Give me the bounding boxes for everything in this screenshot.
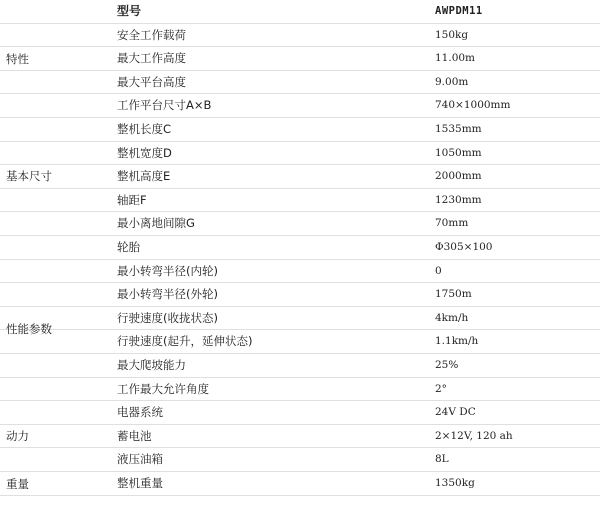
table-row <box>0 142 600 166</box>
table-row <box>0 448 600 472</box>
param-name: 整机重量 <box>117 476 163 490</box>
param-name: 最小转弯半径(内轮) <box>117 263 218 278</box>
param-value: 2×12V, 120 ah <box>435 429 513 442</box>
table-row <box>0 24 600 48</box>
param-name: 整机宽度D <box>117 145 172 160</box>
group-label-basic-dimensions: 基本尺寸 <box>6 169 52 183</box>
param-value: 150kg <box>435 28 469 41</box>
model-label: 型号 <box>117 4 142 18</box>
param-name: 最大工作高度 <box>117 51 186 66</box>
param-name: 整机长度C <box>117 122 172 136</box>
param-value: 2000mm <box>435 170 482 183</box>
param-name: 行驶速度(收拢状态) <box>117 310 218 325</box>
table-row <box>0 118 600 142</box>
table-row <box>0 354 600 378</box>
param-value: 0 <box>435 264 442 277</box>
param-value: 25% <box>435 359 459 371</box>
param-value: 4km/h <box>435 311 469 324</box>
param-value: 70mm <box>435 217 469 230</box>
param-value: 1230mm <box>435 193 482 206</box>
table-row <box>0 71 600 95</box>
param-value: 8L <box>435 453 449 466</box>
model-value: AWPDM11 <box>435 5 483 17</box>
group-label-power: 动力 <box>6 429 29 443</box>
param-name: 工作平台尺寸A×B <box>117 98 212 113</box>
param-value: 1750m <box>435 288 472 301</box>
table-header-row <box>0 0 600 24</box>
table-row <box>0 472 600 496</box>
group-label-characteristics: 特性 <box>6 52 29 66</box>
param-value: 2° <box>435 382 447 395</box>
param-name: 最大平台高度 <box>117 74 186 89</box>
param-value: 1350kg <box>435 477 475 489</box>
table-row <box>0 189 600 213</box>
table-row <box>0 425 600 449</box>
table-row <box>0 212 600 236</box>
param-value: 1050mm <box>435 146 482 159</box>
param-name: 最小转弯半径(外轮) <box>117 287 218 302</box>
group-label-performance: 性能参数 <box>6 322 52 336</box>
param-name: 电器系统 <box>117 405 163 420</box>
param-name: 蓄电池 <box>117 428 152 443</box>
param-value: 1535mm <box>435 123 482 135</box>
param-name: 轮胎 <box>117 240 140 254</box>
param-value: Φ305×100 <box>435 241 493 253</box>
param-name: 轴距F <box>117 192 147 207</box>
param-value: 24V DC <box>435 406 476 419</box>
table-row <box>0 401 600 425</box>
param-value: 740×1000mm <box>435 99 511 112</box>
table-row <box>0 94 600 118</box>
param-name: 整机高度E <box>117 169 171 184</box>
param-value: 9.00m <box>435 75 469 88</box>
param-name: 安全工作载荷 <box>117 27 186 42</box>
table-row <box>0 165 600 189</box>
table-row <box>0 307 600 331</box>
table-row <box>0 330 600 354</box>
table-row <box>0 378 600 402</box>
param-value: 11.00m <box>435 52 476 65</box>
group-label-weight: 重量 <box>6 477 29 491</box>
table-row <box>0 260 600 284</box>
param-value: 1.1km/h <box>435 335 479 348</box>
param-name: 最大爬坡能力 <box>117 358 186 372</box>
param-name: 工作最大允许角度 <box>117 381 209 396</box>
table-row <box>0 283 600 307</box>
param-name: 行驶速度(起升，延伸状态) <box>117 334 253 349</box>
table-row <box>0 47 600 71</box>
param-name: 液压油箱 <box>117 452 163 467</box>
table-row <box>0 236 600 260</box>
param-name: 最小离地间隙G <box>117 216 195 231</box>
